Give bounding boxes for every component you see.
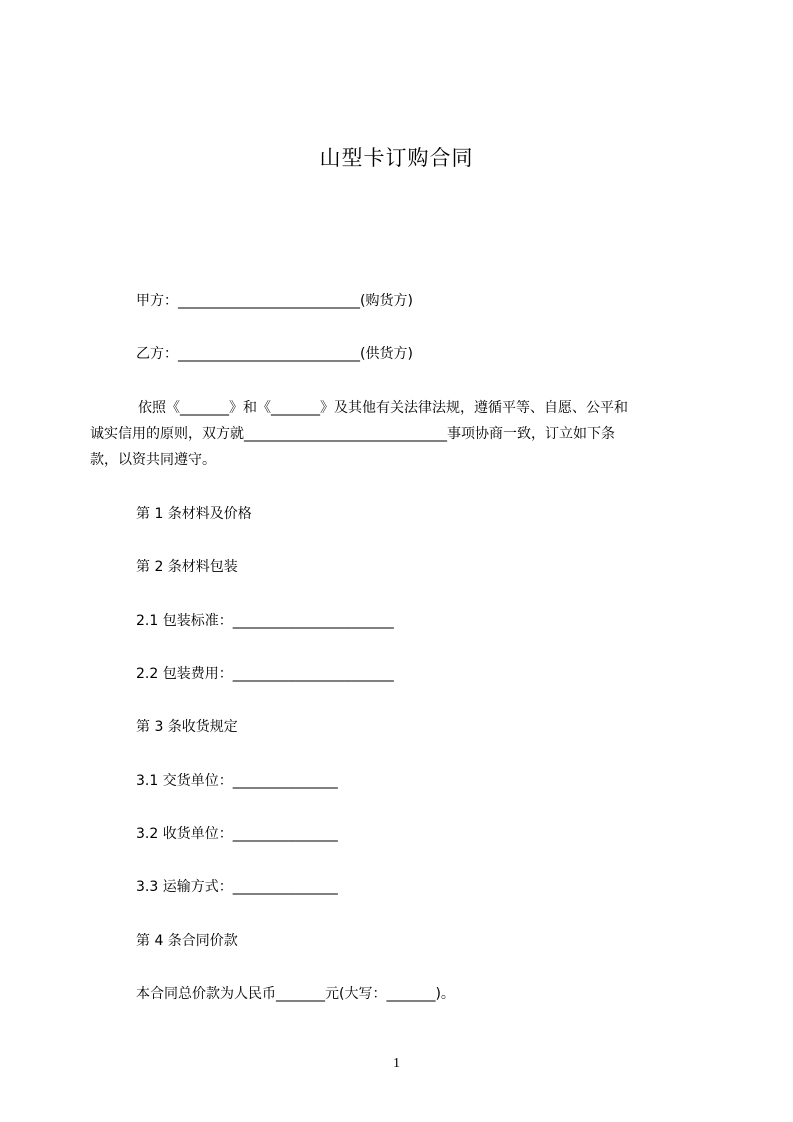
clause-4-text: 本合同总价款为人民币_______元(大写：_______)。 bbox=[136, 986, 455, 1002]
clause-3-1: 3.1 交货单位：_______________ bbox=[136, 773, 338, 789]
party-b-line: 乙方：__________________________(供货方) bbox=[136, 346, 413, 362]
preamble-paragraph bbox=[90, 395, 704, 473]
document-title: 山型卡订购合同 bbox=[319, 146, 474, 170]
clause-2-heading: 第 2 条材料包装 bbox=[136, 559, 238, 575]
clause-4-heading: 第 4 条合同价款 bbox=[136, 933, 238, 949]
preamble-line-2: 诚实信用的原则，双方就_____________________________事项协商一致，订立如下条 bbox=[90, 426, 615, 442]
clause-2-1: 2.1 包装标准：_______________________ bbox=[136, 613, 394, 629]
preamble-line-1: 依照《_______》和《_______》及其他有关法律法规，遵循平等、自愿、公平和 bbox=[138, 400, 628, 416]
clause-3-3: 3.3 运输方式：_______________ bbox=[136, 879, 338, 895]
clause-1-heading: 第 1 条材料及价格 bbox=[136, 506, 252, 522]
preamble-line-3: 款，以资共同遵守。 bbox=[90, 452, 216, 468]
clause-3-heading: 第 3 条收货规定 bbox=[136, 719, 238, 735]
clause-3-2: 3.2 收货单位：_______________ bbox=[136, 826, 338, 842]
party-a-line: 甲方：__________________________(购货方) bbox=[136, 293, 413, 309]
clause-2-2: 2.2 包装费用：_______________________ bbox=[136, 666, 394, 682]
page-number: 1 bbox=[393, 1056, 400, 1071]
